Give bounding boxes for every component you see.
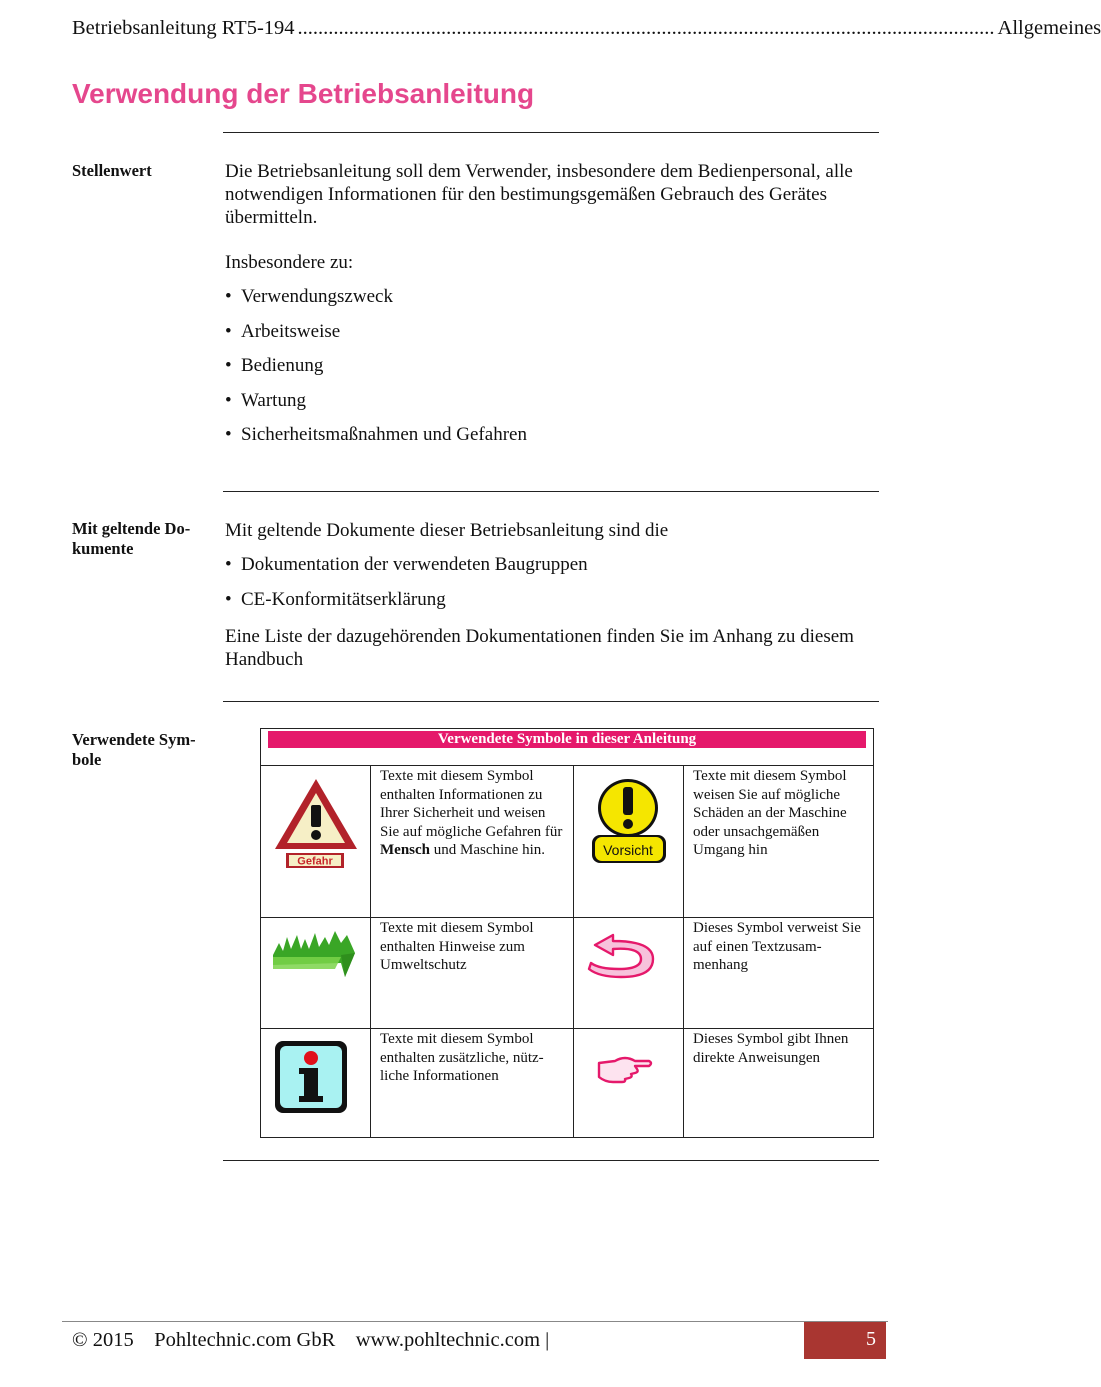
symbol-description: Dieses Symbol verweist Sie auf einen Textzusam-menhang bbox=[693, 920, 861, 973]
table-rule bbox=[261, 1028, 873, 1029]
header-chapter: Allgemeines bbox=[997, 17, 1101, 39]
paragraph: Die Betriebsanleitung soll dem Verwender, insbesondere dem Bedienpersonal, alle notwendigen Informationen für den bestimungsgemäßen Gebrauch des Gerätes übermitteln. bbox=[225, 161, 853, 228]
svg-text:Vorsicht: Vorsicht bbox=[603, 842, 653, 858]
pointing-hand-icon bbox=[595, 1053, 655, 1087]
footer-rule bbox=[62, 1321, 888, 1322]
section-body-mit-geltende-dokumente bbox=[225, 519, 880, 671]
list-item: • Verwendungszweck bbox=[225, 285, 880, 320]
list-item: • CE-Konformitätserklärung bbox=[225, 588, 880, 623]
label-line: Mit geltende Do- bbox=[72, 519, 191, 538]
section-divider bbox=[223, 701, 879, 702]
table-rule bbox=[261, 765, 873, 766]
paragraph: Insbesondere zu: bbox=[225, 252, 354, 273]
page-title: Verwendung der Betriebsanleitung bbox=[72, 78, 535, 109]
symbol-description: Texte mit diesem Symbol enthalten zusätzliche, nütz-liche Informationen bbox=[380, 1031, 544, 1084]
table-rule bbox=[683, 765, 684, 1137]
grass-arrow-icon bbox=[271, 925, 361, 985]
footer-copyright: © 2015 Pohltechnic.com GbR www.pohltechnic.com | bbox=[72, 1329, 550, 1351]
table-rule bbox=[261, 917, 873, 918]
section-divider bbox=[223, 132, 879, 133]
symbol-description: Texte mit diesem Symbol enthalten Informationen zu Ihrer Sicherheit und weisen Sie auf mögliche Gefahren für Mensch und Maschine hin. bbox=[380, 768, 563, 858]
table-title: Verwendete Symbole in dieser Anleitung bbox=[268, 731, 866, 748]
section-label-verwendete-symbole bbox=[72, 730, 212, 770]
list-item: • Dokumentation der verwendeten Baugruppen bbox=[225, 553, 880, 588]
symbols-table bbox=[260, 728, 874, 1138]
list-item: • Sicherheitsmaßnahmen und Gefahren bbox=[225, 423, 880, 458]
header-doc-title: Betriebsanleitung RT5-194 bbox=[72, 17, 295, 39]
label-line: kumente bbox=[72, 539, 134, 558]
list-item: • Wartung bbox=[225, 389, 880, 424]
label-line: bole bbox=[72, 750, 102, 769]
page-number: 5 bbox=[804, 1322, 886, 1359]
running-header bbox=[72, 14, 1101, 42]
table-rule bbox=[370, 765, 371, 1137]
return-arrow-icon bbox=[583, 925, 663, 985]
section-divider bbox=[223, 491, 879, 492]
symbol-description: Dieses Symbol gibt Ihnen direkte Anweisungen bbox=[693, 1031, 849, 1066]
svg-text:Gefahr: Gefahr bbox=[297, 855, 333, 868]
section-label-mit-geltende-dokumente bbox=[72, 519, 212, 559]
symbol-description: Texte mit diesem Symbol enthalten Hinweise zum Umweltschutz bbox=[380, 920, 534, 973]
caution-exclamation-icon bbox=[583, 775, 673, 875]
paragraph: Mit geltende Dokumente dieser Betriebsanleitung sind die bbox=[225, 520, 669, 541]
section-body-stellenwert bbox=[225, 160, 880, 458]
warning-triangle-icon bbox=[271, 775, 361, 875]
list-item: • Bedienung bbox=[225, 354, 880, 389]
symbol-description: Texte mit diesem Symbol weisen Sie auf mögliche Schäden an der Maschine oder unsachgemäßen Umgang hin bbox=[693, 768, 847, 858]
paragraph: Eine Liste der dazugehörenden Dokumentationen finden Sie im Anhang zu diesem Handbuch bbox=[225, 626, 854, 670]
header-leader-dots: ........................................................................................................................................ bbox=[297, 17, 995, 39]
bullet-list bbox=[225, 553, 880, 622]
list-item: • Arbeitsweise bbox=[225, 320, 880, 355]
label-line: Verwendete Sym- bbox=[72, 730, 196, 749]
table-rule bbox=[573, 765, 574, 1137]
bullet-list bbox=[225, 285, 880, 458]
section-divider bbox=[223, 1160, 879, 1161]
info-icon bbox=[273, 1039, 349, 1115]
section-label-stellenwert: Stellenwert bbox=[72, 161, 152, 180]
